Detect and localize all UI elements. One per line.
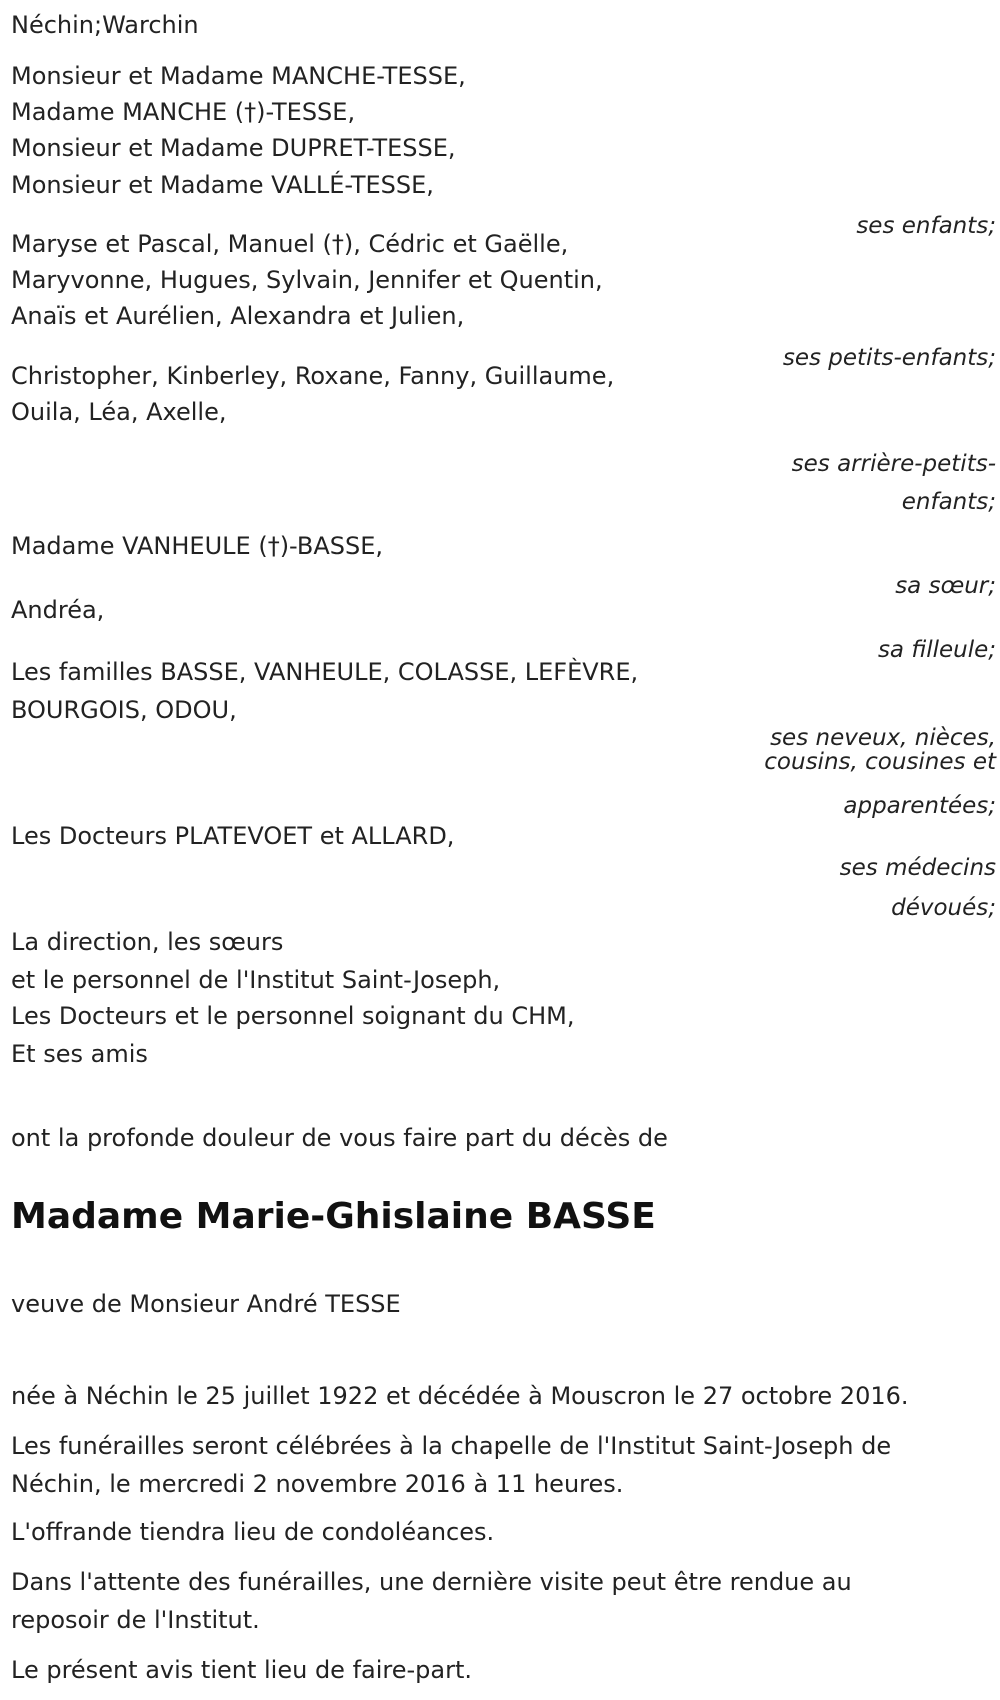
birth-death-text: née à Néchin le 25 juillet 1922 et décédée à Mouscron le 27 octobre 2016.: [11, 1382, 909, 1410]
families-line: Les familles BASSE, VANHEULE, COLASSE, LEFÈVRE,: [11, 658, 639, 686]
children-line: Monsieur et Madame VALLÉ-TESSE,: [11, 171, 434, 199]
doctors-role: ses médecins: [839, 855, 996, 881]
goddaughter-line: Andréa,: [11, 596, 105, 624]
great-grandchildren-role: enfants;: [901, 489, 996, 515]
children-line: Monsieur et Madame DUPRET-TESSE,: [11, 134, 456, 162]
children-line: Monsieur et Madame MANCHE-TESSE,: [11, 62, 466, 90]
sister-line: Madame VANHEULE (†)-BASSE,: [11, 532, 383, 560]
funeral-text: Les funérailles seront célébrées à la chapelle de l'Institut Saint-Joseph de: [11, 1432, 892, 1460]
widow-of-text: veuve de Monsieur André TESSE: [11, 1290, 401, 1318]
grandchildren-role: ses petits-enfants;: [782, 345, 996, 371]
funeral-text: Néchin, le mercredi 2 novembre 2016 à 11 heures.: [11, 1470, 624, 1498]
doctors-role: dévoués;: [891, 895, 996, 921]
goddaughter-role: sa filleule;: [877, 637, 996, 663]
obituary-notice: [11, 0, 996, 1700]
others-line: Et ses amis: [11, 1040, 148, 1068]
deceased-name: Madame Marie-Ghislaine BASSE: [11, 1196, 656, 1237]
grandchildren-line: Anaïs et Aurélien, Alexandra et Julien,: [11, 302, 465, 330]
offering-text: L'offrande tiendra lieu de condoléances.: [11, 1518, 495, 1546]
children-role: ses enfants;: [856, 213, 996, 239]
doctors-line: Les Docteurs PLATEVOET et ALLARD,: [11, 822, 455, 850]
visit-text: reposoir de l'Institut.: [11, 1606, 260, 1634]
great-grandchildren-role: ses arrière-petits-: [791, 451, 996, 477]
families-role: ses neveux, nièces,: [770, 725, 996, 751]
great-grandchildren-line: Christopher, Kinberley, Roxane, Fanny, Guillaume,: [11, 362, 615, 390]
visit-text: Dans l'attente des funérailles, une dernière visite peut être rendue au: [11, 1568, 852, 1596]
grandchildren-line: Maryse et Pascal, Manuel (†), Cédric et Gaëlle,: [11, 230, 569, 258]
others-line: La direction, les sœurs: [11, 928, 284, 956]
grandchildren-line: Maryvonne, Hugues, Sylvain, Jennifer et Quentin,: [11, 266, 603, 294]
header-locations: Néchin;Warchin: [11, 11, 199, 39]
notice-text: Le présent avis tient lieu de faire-part.: [11, 1656, 473, 1684]
children-line: Madame MANCHE (†)-TESSE,: [11, 98, 356, 126]
families-role: cousins, cousines et: [764, 749, 996, 775]
announcement-text: ont la profonde douleur de vous faire part du décès de: [11, 1124, 668, 1152]
great-grandchildren-line: Ouila, Léa, Axelle,: [11, 398, 227, 426]
sister-role: sa sœur;: [895, 573, 996, 599]
families-role: apparentées;: [843, 793, 996, 819]
others-line: et le personnel de l'Institut Saint-Joseph,: [11, 966, 501, 994]
families-line: BOURGOIS, ODOU,: [11, 696, 237, 724]
others-line: Les Docteurs et le personnel soignant du CHM,: [11, 1002, 575, 1030]
